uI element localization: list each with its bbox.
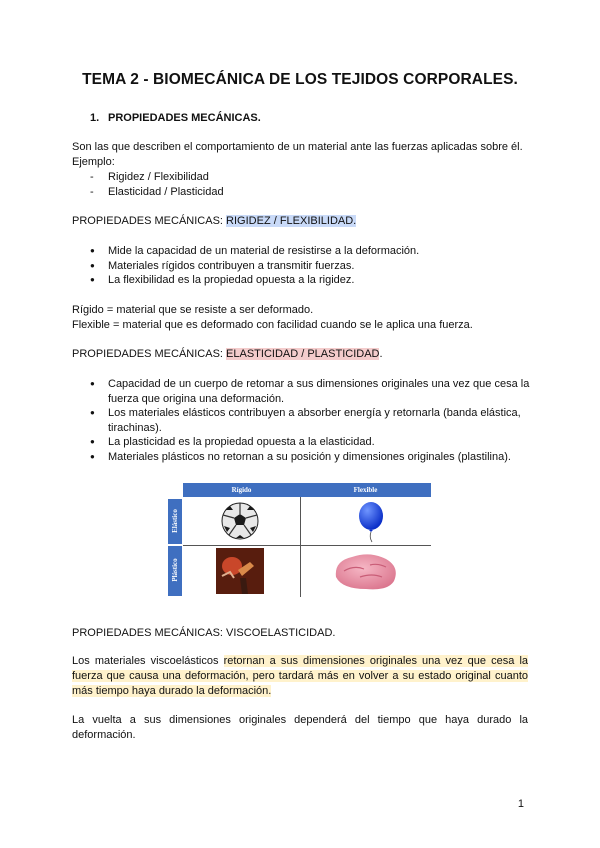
rigidez-bullets [90,244,530,288]
definition-rigido: Rígido = material que se resiste a ser deformado. [72,304,314,316]
row-header-plastico: Plástico [171,558,179,582]
elasticidad-heading: PROPIEDADES MECÁNICAS: ELASTICIDAD / PLASTICIDAD. [72,348,383,360]
list-item: - Rigidez / Flexibilidad [90,171,209,183]
highlight: ELASTICIDAD / PLASTICIDAD [226,348,380,360]
slingshot-icon [216,548,264,594]
elasticidad-bullets [90,377,530,464]
list-item: - Elasticidad / Plasticidad [90,186,224,198]
grid-divider [300,497,301,597]
visco-paragraph-2: La vuelta a sus dimensiones originales dependerá del tiempo que haya durado la deformación. [72,714,528,741]
row-header-elastico: Elástico [171,509,179,533]
intro-paragraph [72,140,523,170]
page-number: 1 [517,798,524,810]
definition-flexible: Flexible = material que es deformado con facilidad cuando se le aplica una fuerza. [72,319,473,331]
list-item: ● Materiales plásticos no retornan a su posición y dimensiones originales (plastilina). [90,450,530,465]
list-item: ● Los materiales elásticos contribuyen a absorber energía y retornarla (banda elástica, tirachinas). [90,406,530,435]
section-heading [90,112,261,124]
balloon-icon [356,501,386,543]
intro-example-label: Ejemplo: [72,156,115,168]
plasticine-icon [330,551,402,593]
section-label: PROPIEDADES MECÁNICAS. [108,112,261,124]
section-number: 1. [90,112,100,124]
list-item: ● La flexibilidad es la propiedad opuesta a la rigidez. [90,273,530,288]
column-header-rigido: Rígido [231,486,252,494]
soccer-ball-icon [221,502,259,540]
list-item: ● Mide la capacidad de un material de resistirse a la deformación. [90,244,530,259]
rigidez-heading: PROPIEDADES MECÁNICAS: RIGIDEZ / FLEXIBILIDAD. [72,215,357,227]
visco-heading: PROPIEDADES MECÁNICAS: VISCOELASTICIDAD. [72,627,336,639]
intro-line: Son las que describen el comportamiento de un material ante las fuerzas aplicadas sobre él. [72,141,523,153]
grid-divider [183,545,431,546]
list-item: ● Materiales rígidos contribuyen a transmitir fuerzas. [90,259,530,274]
example-list [90,170,224,200]
list-item: ● Capacidad de un cuerpo de retomar a sus dimensiones originales una vez que cesa la fuerza que origina una deformación. [90,377,530,406]
highlight: retornan a sus dimensiones originales una vez que cesa la fuerza que causa una deformación, pero tardará más en volver a su estado original cuanto más tiempo haya durado la deformación. [72,655,529,697]
list-item: ● La plasticidad es la propiedad opuesta a la elasticidad. [90,435,530,450]
rigidez-definitions [72,303,473,333]
material-matrix-figure [168,481,431,597]
highlight: RIGIDEZ / FLEXIBILIDAD. [226,215,357,227]
visco-paragraph: Los materiales viscoelásticos retornan a sus dimensiones originales una vez que cesa la fuerza que causa una deformación, pero tardará más en volver a su estado original cuanto más tiempo haya durado la deformación. [72,655,529,697]
column-header-flexible: Flexible [353,486,378,494]
page-title: TEMA 2 - BIOMECÁNICA DE LOS TEJIDOS CORPORALES. [82,71,518,88]
